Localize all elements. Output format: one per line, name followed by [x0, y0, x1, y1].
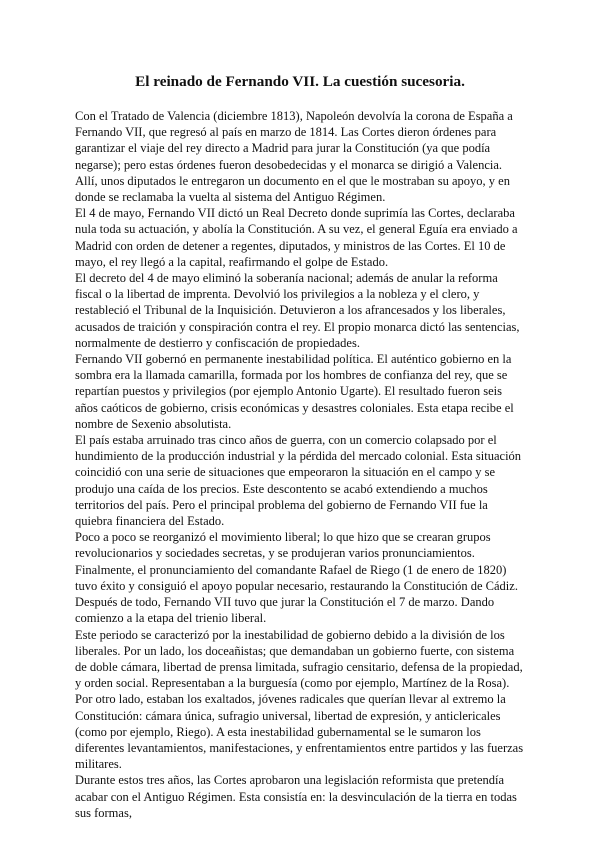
document-body [75, 108, 527, 821]
paragraph: Durante estos tres años, las Cortes aprobaron una legislación reformista que pretendía acabar con el Antiguo Régimen. Esta consistía en: la desvinculación de la tierra en todas sus formas, [75, 773, 517, 820]
paragraph: El decreto del 4 de mayo eliminó la soberanía nacional; además de anular la reforma fiscal o la libertad de imprenta. Devolvió los privilegios a la nobleza y el clero, y restableció el Tribunal de la Inquisición. Detuvieron a los afrancesados y los liberales, acusados de traición y conspiración contra el rey. El propio monarca dictó las sentencias, normalmente de destierro y confiscación de propiedades. [75, 271, 520, 350]
paragraph: Con el Tratado de Valencia (diciembre 1813), Napoleón devolvía la corona de España a Fernando VII, que regresó al país en marzo de 1814. Las Cortes dieron órdenes para garantizar el viaje del rey directo a Madrid para jurar la Constitución (ya que podía negarse); pero estas órdenes fueron desobedecidas y el monarca se dirigió a Valencia. Allí, unos diputados le entregaron un documento en el que le mostraban su apoyo, y en donde se reclamaba la vuelta al sistema del Antiguo Régimen. [75, 109, 513, 205]
paragraph: Este periodo se caracterizó por la inestabilidad de gobierno debido a la división de los liberales. Por un lado, los doceañistas; que demandaban un gobierno fuerte, con sistema de doble cámara, libertad de prensa limitada, sufragio censitario, defensa de la propiedad, y orden social. Representaban a la burguesía (como por ejemplo, Martínez de la Rosa). Por otro lado, estaban los exaltados, jóvenes radicales que querían llevar al extremo la Constitución: cámara única, sufragio universal, libertad de expresión, y anticlericales (como por ejemplo, Riego). A esta inestabilidad gubernamental se le sumaron los diferentes levantamientos, manifestaciones, y enfrentamientos entre partidos y las fuerzas militares. [75, 627, 524, 772]
paragraph: El país estaba arruinado tras cinco años de guerra, con un comercio colapsado por el hundimiento de la producción industrial y la pérdida del mercado colonial. Esta situación coincidió con una serie de situaciones que empeoraron la situación en el campo y se produjo una caída de los precios. Este descontento se acabó extendiendo a muchos territorios del país. Pero el principal problema del gobierno de Fernando VII fue la quiebra financiera del Estado. [75, 433, 522, 529]
paragraph: El 4 de mayo, Fernando VII dictó un Real Decreto donde suprimía las Cortes, declaraba nula toda su actuación, y abolía la Constitución. A su vez, el general Eguía era enviado a Madrid con orden de detener a regentes, diputados, y ministros de las Cortes. El 10 de mayo, el rey llegó a la capital, reafirmando el golpe de Estado. [75, 206, 518, 269]
paragraph: Fernando VII gobernó en permanente inestabilidad política. El auténtico gobierno en la sombra era la llamada camarilla, formada por los hombres de confianza del rey, que se repartían puestos y privilegios (por ejemplo Antonio Ugarte). El resultado fueron seis años caóticos de gobierno, crisis económicas y desastres coloniales. Esta etapa recibe el nombre de Sexenio absolutista. [75, 352, 514, 431]
document-title: El reinado de Fernando VII. La cuestión sucesoria. [135, 73, 465, 90]
paragraph: Poco a poco se reorganizó el movimiento liberal; lo que hizo que se crearan grupos revolucionarios y sociedades secretas, y se produjeran varios pronunciamientos. Finalmente, el pronunciamiento del comandante Rafael de Riego (1 de enero de 1820) tuvo éxito y consiguió el apoyo popular necesario, restaurando la Constitución de Cádiz. Después de todo, Fernando VII tuvo que jurar la Constitución el 7 de marzo. Dando comienzo a la etapa del trienio liberal. [75, 530, 518, 626]
